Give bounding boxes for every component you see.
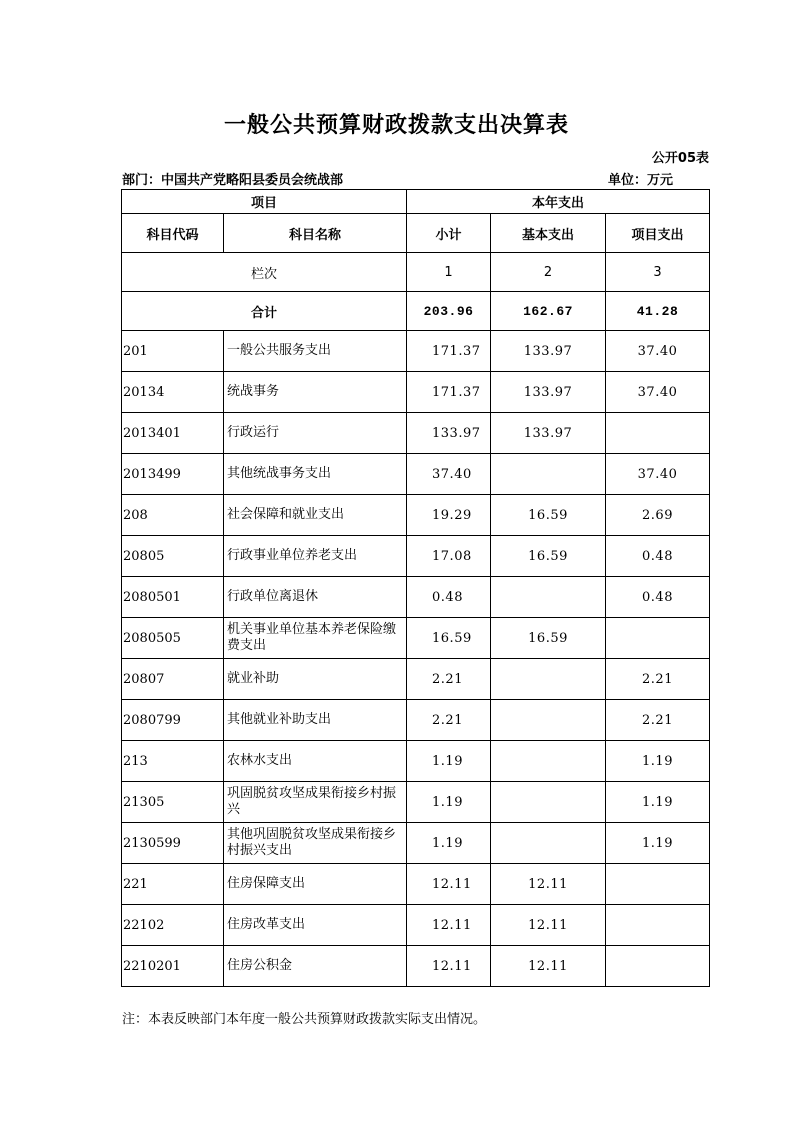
project-cell: 2.21 bbox=[606, 659, 710, 700]
project-cell bbox=[606, 618, 710, 659]
code-cell: 201 bbox=[122, 331, 224, 372]
name-cell: 就业补助 bbox=[224, 659, 407, 700]
name-cell: 住房公积金 bbox=[224, 946, 407, 987]
project-cell: 37.40 bbox=[606, 372, 710, 413]
project-cell: 1.19 bbox=[606, 782, 710, 823]
name-cell: 行政运行 bbox=[224, 413, 407, 454]
expenditure-table bbox=[121, 189, 710, 987]
subtotal-cell: 17.08 bbox=[407, 536, 491, 577]
subtotal-cell: 2.21 bbox=[407, 659, 491, 700]
code-cell: 2210201 bbox=[122, 946, 224, 987]
name-cell: 巩固脱贫攻坚成果衔接乡村振兴 bbox=[224, 782, 407, 823]
total-row bbox=[122, 292, 710, 331]
project-cell: 2.69 bbox=[606, 495, 710, 536]
project-cell bbox=[606, 946, 710, 987]
project-cell: 2.21 bbox=[606, 700, 710, 741]
column-label: 栏次 bbox=[122, 253, 407, 292]
code-cell: 2013401 bbox=[122, 413, 224, 454]
table-row bbox=[122, 946, 710, 987]
subtotal-cell: 19.29 bbox=[407, 495, 491, 536]
project-cell: 1.19 bbox=[606, 741, 710, 782]
form-number: 公开05表 bbox=[651, 151, 709, 166]
basic-cell: 12.11 bbox=[491, 864, 606, 905]
name-cell: 行政事业单位养老支出 bbox=[224, 536, 407, 577]
project-cell bbox=[606, 413, 710, 454]
project-cell bbox=[606, 905, 710, 946]
total-subtotal: 203.96 bbox=[407, 292, 491, 331]
basic-cell bbox=[491, 577, 606, 618]
total-label: 合计 bbox=[122, 292, 407, 331]
header-current-year: 本年支出 bbox=[407, 190, 710, 214]
page-title: 一般公共预算财政拨款支出决算表 bbox=[223, 113, 569, 138]
project-cell: 37.40 bbox=[606, 454, 710, 495]
total-project: 41.28 bbox=[606, 292, 710, 331]
header-row-columns bbox=[122, 214, 710, 253]
basic-cell bbox=[491, 741, 606, 782]
department-label: 部门：中国共产党略阳县委员会统战部 bbox=[122, 173, 344, 188]
column-number-row bbox=[122, 253, 710, 292]
project-cell: 0.48 bbox=[606, 577, 710, 618]
unit-label: 单位：万元 bbox=[608, 173, 674, 188]
table-row bbox=[122, 905, 710, 946]
subtotal-cell: 37.40 bbox=[407, 454, 491, 495]
subtotal-cell: 1.19 bbox=[407, 741, 491, 782]
code-cell: 221 bbox=[122, 864, 224, 905]
name-cell: 其他巩固脱贫攻坚成果衔接乡村振兴支出 bbox=[224, 823, 407, 864]
table-row bbox=[122, 659, 710, 700]
header-project: 项目 bbox=[122, 190, 407, 214]
subtotal-cell: 171.37 bbox=[407, 372, 491, 413]
project-cell: 0.48 bbox=[606, 536, 710, 577]
name-cell: 住房改革支出 bbox=[224, 905, 407, 946]
basic-cell: 133.97 bbox=[491, 413, 606, 454]
basic-cell: 16.59 bbox=[491, 618, 606, 659]
column-number-3: 3 bbox=[606, 253, 710, 292]
total-basic: 162.67 bbox=[491, 292, 606, 331]
subtotal-cell: 1.19 bbox=[407, 782, 491, 823]
project-cell: 37.40 bbox=[606, 331, 710, 372]
table-row bbox=[122, 577, 710, 618]
subtotal-cell: 16.59 bbox=[407, 618, 491, 659]
code-cell: 2130599 bbox=[122, 823, 224, 864]
column-number-2: 2 bbox=[491, 253, 606, 292]
subtotal-cell: 12.11 bbox=[407, 946, 491, 987]
subtotal-cell: 1.19 bbox=[407, 823, 491, 864]
name-cell: 其他统战事务支出 bbox=[224, 454, 407, 495]
code-cell: 22102 bbox=[122, 905, 224, 946]
code-cell: 2080501 bbox=[122, 577, 224, 618]
code-cell: 20807 bbox=[122, 659, 224, 700]
header-name: 科目名称 bbox=[224, 214, 407, 253]
code-cell: 21305 bbox=[122, 782, 224, 823]
project-cell: 1.19 bbox=[606, 823, 710, 864]
table-row bbox=[122, 331, 710, 372]
header-basic: 基本支出 bbox=[491, 214, 606, 253]
basic-cell: 16.59 bbox=[491, 536, 606, 577]
name-cell: 一般公共服务支出 bbox=[224, 331, 407, 372]
table-row bbox=[122, 741, 710, 782]
header-row-top bbox=[122, 190, 710, 214]
table-row bbox=[122, 782, 710, 823]
code-cell: 20134 bbox=[122, 372, 224, 413]
basic-cell bbox=[491, 823, 606, 864]
code-cell: 2080799 bbox=[122, 700, 224, 741]
name-cell: 其他就业补助支出 bbox=[224, 700, 407, 741]
basic-cell bbox=[491, 700, 606, 741]
subtotal-cell: 133.97 bbox=[407, 413, 491, 454]
table-row bbox=[122, 413, 710, 454]
table-row bbox=[122, 536, 710, 577]
table-row bbox=[122, 618, 710, 659]
subtotal-cell: 12.11 bbox=[407, 864, 491, 905]
basic-cell bbox=[491, 659, 606, 700]
table-row bbox=[122, 454, 710, 495]
basic-cell: 133.97 bbox=[491, 372, 606, 413]
basic-cell: 16.59 bbox=[491, 495, 606, 536]
code-cell: 2080505 bbox=[122, 618, 224, 659]
column-number-1: 1 bbox=[407, 253, 491, 292]
name-cell: 行政单位离退休 bbox=[224, 577, 407, 618]
basic-cell bbox=[491, 454, 606, 495]
subtotal-cell: 2.21 bbox=[407, 700, 491, 741]
basic-cell: 133.97 bbox=[491, 331, 606, 372]
name-cell: 社会保障和就业支出 bbox=[224, 495, 407, 536]
subtotal-cell: 0.48 bbox=[407, 577, 491, 618]
table-row bbox=[122, 700, 710, 741]
basic-cell: 12.11 bbox=[491, 905, 606, 946]
header-subtotal: 小计 bbox=[407, 214, 491, 253]
footnote: 注：本表反映部门本年度一般公共预算财政拨款实际支出情况。 bbox=[122, 1012, 487, 1027]
subtotal-cell: 12.11 bbox=[407, 905, 491, 946]
name-cell: 农林水支出 bbox=[224, 741, 407, 782]
basic-cell bbox=[491, 782, 606, 823]
table-row bbox=[122, 372, 710, 413]
table-row bbox=[122, 495, 710, 536]
table-row bbox=[122, 823, 710, 864]
header-code: 科目代码 bbox=[122, 214, 224, 253]
code-cell: 213 bbox=[122, 741, 224, 782]
name-cell: 住房保障支出 bbox=[224, 864, 407, 905]
name-cell: 统战事务 bbox=[224, 372, 407, 413]
header-project-expenditure: 项目支出 bbox=[606, 214, 710, 253]
table-row bbox=[122, 864, 710, 905]
code-cell: 2013499 bbox=[122, 454, 224, 495]
subtotal-cell: 171.37 bbox=[407, 331, 491, 372]
basic-cell: 12.11 bbox=[491, 946, 606, 987]
name-cell: 机关事业单位基本养老保险缴费支出 bbox=[224, 618, 407, 659]
project-cell bbox=[606, 864, 710, 905]
code-cell: 208 bbox=[122, 495, 224, 536]
code-cell: 20805 bbox=[122, 536, 224, 577]
